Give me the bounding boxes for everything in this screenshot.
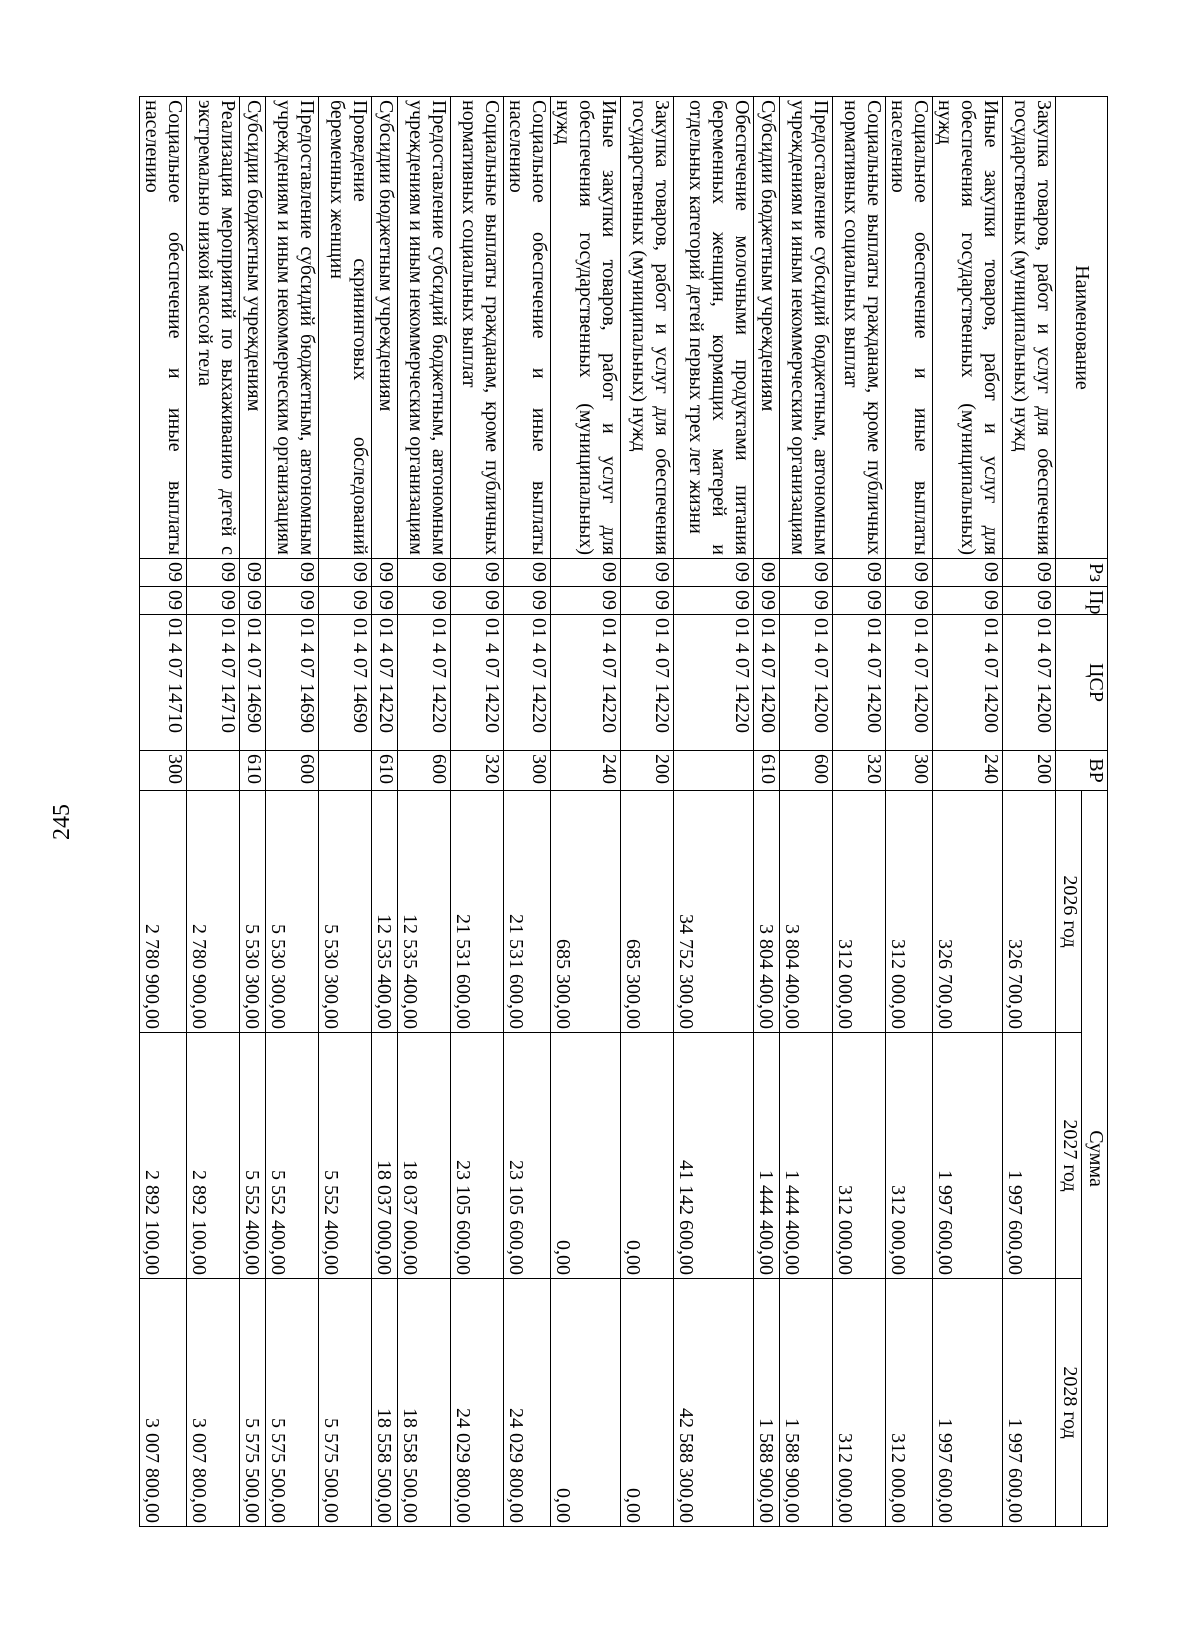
row-pr: 09 [266, 587, 319, 615]
header-sum: Сумма [1082, 791, 1108, 1527]
row-amount-2027: 18 037 000,00 [372, 1033, 398, 1279]
row-amount-2027: 312 000,00 [886, 1033, 933, 1279]
table-row [1003, 97, 1056, 1527]
row-name: Закупка товаров, работ и услуг для обеспечения государственных (муниципальных) нужд [1003, 97, 1056, 559]
row-vr: 320 [451, 751, 504, 791]
row-rz: 09 [266, 559, 319, 587]
row-name: Обеспечение молочными продуктами питания беременных женщин, кормящих матерей и отдельных категорий детей первых трех лет жизни [674, 97, 754, 559]
row-name: Субсидии бюджетным учреждениям [754, 97, 780, 559]
row-vr [187, 751, 240, 791]
row-amount-2027: 5 552 400,00 [240, 1033, 266, 1279]
row-csr: 01 4 07 14220 [551, 615, 621, 751]
row-amount-2026: 326 700,00 [1003, 791, 1056, 1033]
row-amount-2028: 18 558 500,00 [398, 1279, 451, 1527]
row-amount-2028: 312 000,00 [886, 1279, 933, 1527]
row-vr [674, 751, 754, 791]
row-pr: 09 [398, 587, 451, 615]
row-amount-2026: 5 530 300,00 [240, 791, 266, 1033]
row-csr: 01 4 07 14690 [266, 615, 319, 751]
table-row [266, 97, 319, 1527]
row-csr: 01 4 07 14200 [886, 615, 933, 751]
row-amount-2028: 312 000,00 [833, 1279, 886, 1527]
row-pr: 09 [674, 587, 754, 615]
row-amount-2028: 18 558 500,00 [372, 1279, 398, 1527]
table-row [886, 97, 933, 1527]
row-amount-2026: 685 300,00 [551, 791, 621, 1033]
row-name: Субсидии бюджетным учреждениям [372, 97, 398, 559]
table-row [319, 97, 372, 1527]
row-amount-2026: 2 780 900,00 [140, 791, 187, 1033]
row-csr: 01 4 07 14220 [451, 615, 504, 751]
header-csr: ЦСР [1056, 615, 1108, 751]
row-amount-2027: 2 892 100,00 [187, 1033, 240, 1279]
row-csr: 01 4 07 14200 [780, 615, 833, 751]
row-vr: 320 [833, 751, 886, 791]
row-amount-2028: 24 029 800,00 [504, 1279, 551, 1527]
row-name: Социальное обеспечение и иные выплаты населению [886, 97, 933, 559]
row-csr: 01 4 07 14710 [140, 615, 187, 751]
row-name: Иные закупки товаров, работ и услуг для обеспечения государственных (муниципальных) нужд [933, 97, 1003, 559]
row-csr: 01 4 07 14690 [240, 615, 266, 751]
row-rz: 09 [504, 559, 551, 587]
row-amount-2026: 21 531 600,00 [504, 791, 551, 1033]
table-header [1056, 97, 1108, 1527]
row-csr: 01 4 07 14200 [754, 615, 780, 751]
row-amount-2027: 1 444 400,00 [780, 1033, 833, 1279]
row-amount-2026: 312 000,00 [886, 791, 933, 1033]
row-vr: 200 [621, 751, 674, 791]
table-row [187, 97, 240, 1527]
row-vr: 600 [266, 751, 319, 791]
budget-table-container [141, 96, 1108, 1526]
header-vr: ВР [1056, 751, 1108, 791]
row-amount-2026: 326 700,00 [933, 791, 1003, 1033]
budget-table [139, 96, 1108, 1527]
row-rz: 09 [398, 559, 451, 587]
row-name: Социальные выплаты гражданам, кроме публичных нормативных социальных выплат [833, 97, 886, 559]
row-csr: 01 4 07 14220 [504, 615, 551, 751]
row-amount-2026: 3 804 400,00 [780, 791, 833, 1033]
row-amount-2026: 12 535 400,00 [372, 791, 398, 1033]
row-pr: 09 [833, 587, 886, 615]
row-amount-2027: 5 552 400,00 [266, 1033, 319, 1279]
row-rz: 09 [551, 559, 621, 587]
row-rz: 09 [187, 559, 240, 587]
page-number: 245 [49, 804, 75, 840]
row-amount-2026: 685 300,00 [621, 791, 674, 1033]
row-name: Реализация мероприятий по выхаживанию детей с экстремально низкой массой тела [187, 97, 240, 559]
row-name: Социальное обеспечение и иные выплаты населению [140, 97, 187, 559]
table-row [140, 97, 187, 1527]
row-amount-2028: 0,00 [621, 1279, 674, 1527]
row-csr: 01 4 07 14200 [933, 615, 1003, 751]
table-row [780, 97, 833, 1527]
row-vr: 240 [933, 751, 1003, 791]
table-row [240, 97, 266, 1527]
row-amount-2027: 2 892 100,00 [140, 1033, 187, 1279]
header-name: Наименование [1056, 97, 1108, 559]
row-vr: 300 [140, 751, 187, 791]
row-csr: 01 4 07 14200 [833, 615, 886, 751]
table-row [451, 97, 504, 1527]
row-rz: 09 [754, 559, 780, 587]
row-name: Иные закупки товаров, работ и услуг для обеспечения государственных (муниципальных) нужд [551, 97, 621, 559]
header-rz: Рз [1056, 559, 1108, 587]
row-pr: 09 [319, 587, 372, 615]
row-pr: 09 [240, 587, 266, 615]
row-amount-2027: 1 997 600,00 [1003, 1033, 1056, 1279]
row-pr: 09 [372, 587, 398, 615]
row-pr: 09 [1003, 587, 1056, 615]
table-body [140, 97, 1056, 1527]
row-amount-2026: 312 000,00 [833, 791, 886, 1033]
row-vr [319, 751, 372, 791]
row-vr: 600 [780, 751, 833, 791]
table-row [372, 97, 398, 1527]
row-rz: 09 [319, 559, 372, 587]
row-amount-2028: 0,00 [551, 1279, 621, 1527]
row-amount-2028: 3 007 800,00 [140, 1279, 187, 1527]
table-row [674, 97, 754, 1527]
row-rz: 09 [140, 559, 187, 587]
row-name: Предоставление субсидий бюджетным, автономным учреждениям и иным некоммерческим организациям [398, 97, 451, 559]
row-name: Предоставление субсидий бюджетным, автономным учреждениям и иным некоммерческим организациям [780, 97, 833, 559]
row-csr: 01 4 07 14220 [398, 615, 451, 751]
header-2026: 2026 год [1056, 791, 1082, 1033]
row-amount-2027: 1 444 400,00 [754, 1033, 780, 1279]
row-vr: 600 [398, 751, 451, 791]
row-amount-2027: 1 997 600,00 [933, 1033, 1003, 1279]
row-rz: 09 [674, 559, 754, 587]
header-pr: Пр [1056, 587, 1108, 615]
row-pr: 09 [451, 587, 504, 615]
row-amount-2027: 23 105 600,00 [504, 1033, 551, 1279]
row-amount-2028: 24 029 800,00 [451, 1279, 504, 1527]
table-row [754, 97, 780, 1527]
row-amount-2027: 23 105 600,00 [451, 1033, 504, 1279]
row-rz: 09 [451, 559, 504, 587]
row-pr: 09 [886, 587, 933, 615]
row-name: Социальные выплаты гражданам, кроме публичных нормативных социальных выплат [451, 97, 504, 559]
row-pr: 09 [140, 587, 187, 615]
table-row [551, 97, 621, 1527]
row-amount-2026: 12 535 400,00 [398, 791, 451, 1033]
header-2028: 2028 год [1056, 1279, 1082, 1527]
row-rz: 09 [621, 559, 674, 587]
table-row [504, 97, 551, 1527]
row-rz: 09 [1003, 559, 1056, 587]
row-amount-2027: 5 552 400,00 [319, 1033, 372, 1279]
row-vr: 200 [1003, 751, 1056, 791]
row-name: Социальное обеспечение и иные выплаты населению [504, 97, 551, 559]
table-row [398, 97, 451, 1527]
row-amount-2026: 21 531 600,00 [451, 791, 504, 1033]
row-amount-2026: 34 752 300,00 [674, 791, 754, 1033]
row-pr: 09 [187, 587, 240, 615]
row-name: Субсидии бюджетным учреждениям [240, 97, 266, 559]
row-vr: 240 [551, 751, 621, 791]
row-csr: 01 4 07 14220 [372, 615, 398, 751]
row-amount-2027: 18 037 000,00 [398, 1033, 451, 1279]
row-amount-2027: 41 142 600,00 [674, 1033, 754, 1279]
row-amount-2028: 5 575 500,00 [240, 1279, 266, 1527]
row-csr: 01 4 07 14220 [621, 615, 674, 751]
row-amount-2028: 5 575 500,00 [319, 1279, 372, 1527]
row-amount-2028: 1 997 600,00 [933, 1279, 1003, 1527]
row-pr: 09 [933, 587, 1003, 615]
table-row [933, 97, 1003, 1527]
row-vr: 610 [754, 751, 780, 791]
row-csr: 01 4 07 14710 [187, 615, 240, 751]
row-rz: 09 [240, 559, 266, 587]
row-pr: 09 [551, 587, 621, 615]
row-vr: 300 [504, 751, 551, 791]
row-amount-2027: 0,00 [621, 1033, 674, 1279]
header-2027: 2027 год [1056, 1033, 1082, 1279]
row-amount-2027: 0,00 [551, 1033, 621, 1279]
row-name: Закупка товаров, работ и услуг для обеспечения государственных (муниципальных) нужд [621, 97, 674, 559]
row-amount-2026: 5 530 300,00 [319, 791, 372, 1033]
row-amount-2026: 2 780 900,00 [187, 791, 240, 1033]
row-csr: 01 4 07 14200 [1003, 615, 1056, 751]
row-amount-2027: 312 000,00 [833, 1033, 886, 1279]
row-amount-2026: 3 804 400,00 [754, 791, 780, 1033]
row-amount-2026: 5 530 300,00 [266, 791, 319, 1033]
row-vr: 610 [240, 751, 266, 791]
row-rz: 09 [780, 559, 833, 587]
row-vr: 610 [372, 751, 398, 791]
row-amount-2028: 42 588 300,00 [674, 1279, 754, 1527]
row-rz: 09 [933, 559, 1003, 587]
row-rz: 09 [886, 559, 933, 587]
row-pr: 09 [504, 587, 551, 615]
table-row [621, 97, 674, 1527]
row-csr: 01 4 07 14220 [674, 615, 754, 751]
row-name: Проведение скрининговых обследований беременных женщин [319, 97, 372, 559]
row-pr: 09 [754, 587, 780, 615]
row-rz: 09 [372, 559, 398, 587]
row-amount-2028: 5 575 500,00 [266, 1279, 319, 1527]
row-csr: 01 4 07 14690 [319, 615, 372, 751]
row-name: Предоставление субсидий бюджетным, автономным учреждениям и иным некоммерческим организациям [266, 97, 319, 559]
row-pr: 09 [780, 587, 833, 615]
row-vr: 300 [886, 751, 933, 791]
table-row [833, 97, 886, 1527]
row-amount-2028: 1 588 900,00 [780, 1279, 833, 1527]
row-amount-2028: 1 997 600,00 [1003, 1279, 1056, 1527]
row-rz: 09 [833, 559, 886, 587]
row-amount-2028: 3 007 800,00 [187, 1279, 240, 1527]
row-amount-2028: 1 588 900,00 [754, 1279, 780, 1527]
row-pr: 09 [621, 587, 674, 615]
